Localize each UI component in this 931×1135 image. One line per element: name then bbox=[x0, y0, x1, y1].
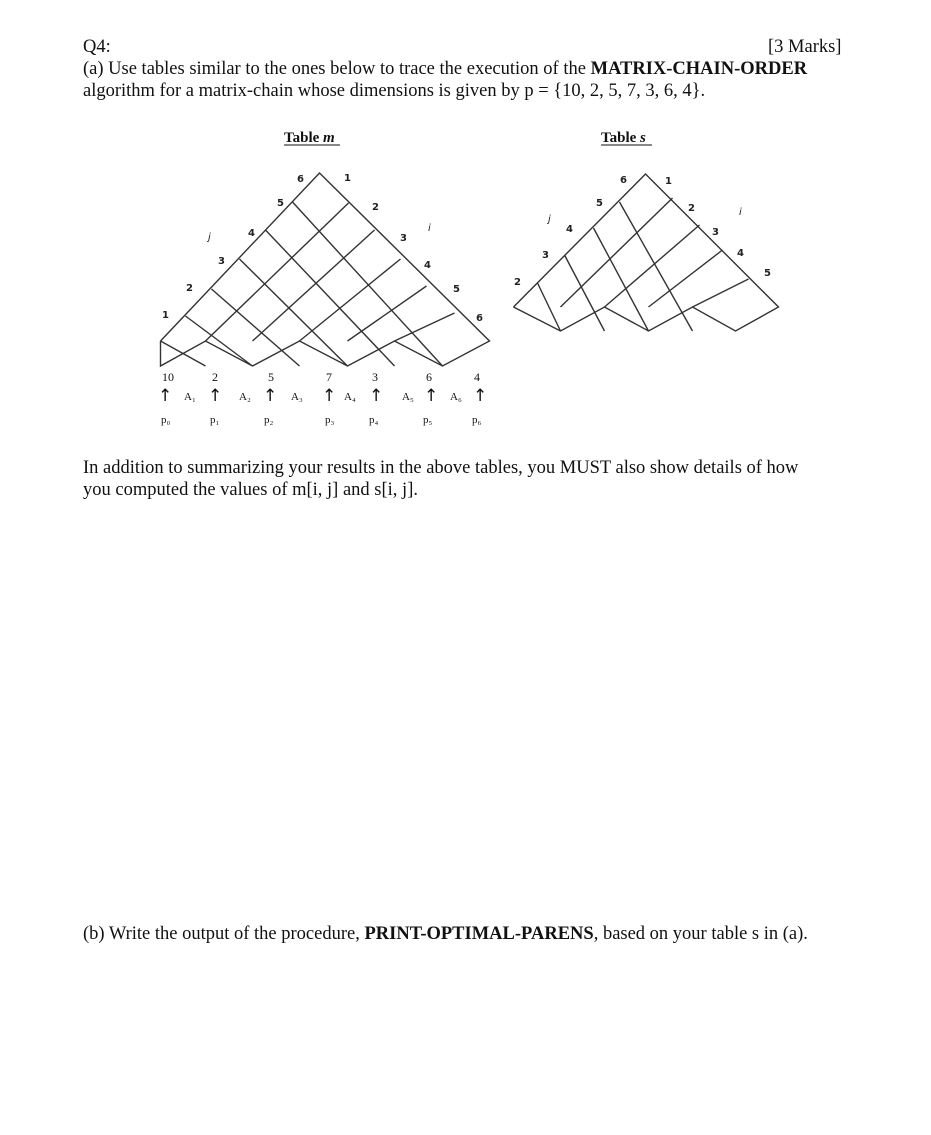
table-s bbox=[514, 130, 779, 331]
matrix-a3: A₃ bbox=[291, 391, 303, 403]
table-s-i-label: i bbox=[739, 207, 742, 218]
table-s-title: Table s bbox=[601, 130, 646, 146]
algorithm-name: MATRIX-CHAIN-ORDER bbox=[590, 59, 808, 79]
dimension-p4: 3 bbox=[372, 370, 378, 384]
arrow-up-icon: ↑ bbox=[208, 386, 223, 406]
dimension-row bbox=[162, 370, 480, 384]
dimension-p2: 5 bbox=[268, 370, 274, 384]
table-s-j-index-3: 3 bbox=[542, 250, 549, 261]
table-m-j-index-1: 1 bbox=[162, 310, 169, 321]
part-b bbox=[83, 923, 808, 945]
matrix-a4: A₄ bbox=[344, 391, 356, 403]
table-m bbox=[158, 130, 490, 426]
p-label-5: p₅ bbox=[423, 414, 433, 426]
p-label-0: p₀ bbox=[161, 414, 171, 426]
arrow-up-icon: ↑ bbox=[369, 386, 384, 406]
table-m-grid bbox=[161, 173, 490, 366]
part-b-text-post: , based on your table s in (a). bbox=[593, 924, 808, 944]
instructions-line-2: you computed the values of m[i, j] and s[i, j]. bbox=[83, 480, 418, 500]
question-marks: [3 Marks] bbox=[768, 37, 842, 57]
table-s-j-index-5: 5 bbox=[596, 198, 603, 209]
p-label-1: p₁ bbox=[210, 414, 220, 426]
part-b-text-pre: (b) Write the output of the procedure, bbox=[83, 924, 365, 944]
table-m-i-index-2: 2 bbox=[372, 202, 379, 213]
table-m-i-index-3: 3 bbox=[400, 233, 407, 244]
table-s-j-index-4: 4 bbox=[566, 224, 573, 235]
dimension-p5: 6 bbox=[426, 370, 432, 384]
table-m-j-label: j bbox=[208, 232, 211, 243]
table-s-i-index-5: 5 bbox=[764, 268, 771, 279]
p-label-3: p₃ bbox=[325, 414, 335, 426]
table-m-j-index-2: 2 bbox=[186, 283, 193, 294]
table-m-i-index-1: 1 bbox=[344, 173, 351, 184]
arrow-up-icon: ↑ bbox=[322, 386, 337, 406]
table-s-j-index-2: 2 bbox=[514, 277, 521, 288]
part-a-line-2: algorithm for a matrix-chain whose dimensions is given by p = {10, 2, 5, 7, 3, 6, 4}. bbox=[83, 81, 706, 101]
matrix-a6: A₆ bbox=[450, 391, 462, 403]
table-s-i-index-4: 4 bbox=[737, 248, 744, 259]
dimension-p0: 10 bbox=[162, 370, 174, 384]
dimension-p3: 7 bbox=[326, 370, 332, 384]
arrow-row bbox=[158, 386, 487, 406]
p-label-4: p₄ bbox=[369, 414, 379, 426]
p-label-row bbox=[161, 414, 482, 426]
table-s-j-index-6: 6 bbox=[620, 175, 627, 186]
table-m-i-index-5: 5 bbox=[453, 284, 460, 295]
arrow-up-icon: ↑ bbox=[424, 386, 439, 406]
instructions-line-1: In addition to summarizing your results in the above tables, you MUST also show details of how bbox=[83, 458, 799, 478]
table-m-i-label: i bbox=[428, 223, 431, 234]
table-m-title: Table m bbox=[284, 130, 335, 146]
table-m-j-index-6: 6 bbox=[297, 174, 304, 185]
matrix-a2: A₂ bbox=[239, 391, 251, 403]
dimension-p1: 2 bbox=[212, 370, 218, 384]
p-label-6: p₆ bbox=[472, 414, 482, 426]
table-m-j-index-5: 5 bbox=[277, 198, 284, 209]
arrow-up-icon: ↑ bbox=[263, 386, 278, 406]
table-m-i-index-4: 4 bbox=[424, 260, 431, 271]
procedure-name: PRINT-OPTIMAL-PARENS bbox=[364, 924, 594, 944]
question-number: Q4: bbox=[83, 37, 111, 57]
table-s-j-label: j bbox=[548, 214, 551, 225]
matrix-a1: A₁ bbox=[184, 391, 196, 403]
part-a-text: (a) Use tables similar to the ones below to trace the execution of the bbox=[83, 59, 591, 79]
table-s-i-index-1: 1 bbox=[665, 176, 672, 187]
matrix-a5: A₅ bbox=[402, 391, 414, 403]
arrow-up-icon: ↑ bbox=[473, 386, 488, 406]
arrow-up-icon: ↑ bbox=[158, 386, 173, 406]
table-m-i-index-6: 6 bbox=[476, 313, 483, 324]
p-label-2: p₂ bbox=[264, 414, 274, 426]
dimension-p6: 4 bbox=[474, 370, 480, 384]
table-m-j-index-4: 4 bbox=[248, 228, 255, 239]
table-m-j-index-3: 3 bbox=[218, 256, 225, 267]
table-s-i-index-3: 3 bbox=[712, 227, 719, 238]
table-s-i-index-2: 2 bbox=[688, 203, 695, 214]
